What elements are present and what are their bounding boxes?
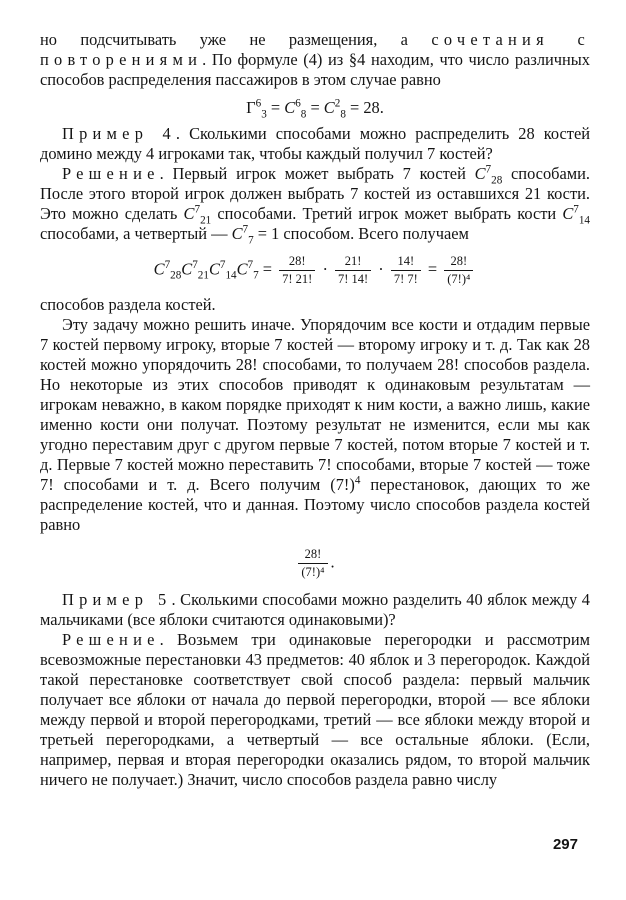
text-span: способами, а четвертый — xyxy=(40,224,232,243)
denominator: 7! 7! xyxy=(391,270,421,287)
fraction xyxy=(279,254,315,287)
numerator: 28! xyxy=(450,254,468,268)
text-span: . Сколькими способами можно разделить 40 яблок между 4 мальчиками (все яблоки считаются одинаковыми)? xyxy=(40,590,590,629)
symbol-c: C xyxy=(208,259,220,279)
text-span: но подсчитывать уже не размещения, а xyxy=(40,30,432,49)
text-span: . Первый игрок может выбрать 7 костей xyxy=(159,164,475,183)
example-label: Пример 4 xyxy=(62,124,176,143)
times-dot: · xyxy=(318,259,332,279)
sub: 3 xyxy=(261,108,267,121)
equals: = xyxy=(345,98,364,117)
sub: 14 xyxy=(225,269,237,282)
sup: 7 xyxy=(247,258,254,271)
sup: 4 xyxy=(354,474,361,487)
symbol-c: C xyxy=(284,98,296,117)
symbol-c: C xyxy=(181,259,193,279)
solution-label: Решение xyxy=(62,630,160,649)
page-number: 297 xyxy=(552,836,578,853)
text-span: = 1 xyxy=(253,224,280,243)
fraction xyxy=(298,547,327,580)
sub: 14 xyxy=(578,214,590,227)
denominator: (7!)⁴ xyxy=(298,563,327,580)
paragraph-example-5 xyxy=(40,590,590,630)
symbol-gamma: Γ xyxy=(246,98,256,117)
paragraph-alternative-solution xyxy=(40,315,590,535)
emphasis-spaced: сочетания с повторениями xyxy=(40,30,591,69)
text-span: . Возьмем три одинаковые перегородки и рассмотрим всевозможные перестановки 43 предметов: 40 яблок и 3 перегородок. Каждой такой перестановке соответствует свой способ раздела: первый мальчик получает все яблоки от начала до первой перегородки, второй — все яблоки между первой и второй перегородками, третий — все яблоки между второй и третьей перегородками, а четвертый — все остальные яблоки. (Если, например, первая и вторая перегородки оказались рядом, то второй мальчик ничего не получает.) Значит, число способов раздела равно числу xyxy=(40,630,590,789)
sub: 28 xyxy=(491,174,503,187)
sup: 7 xyxy=(242,223,249,236)
paragraph-after-formula: способов раздела костей. xyxy=(40,295,216,314)
sup: 6 xyxy=(255,97,262,110)
numerator: 28! xyxy=(288,254,306,268)
numerator: 14! xyxy=(397,254,415,268)
sup: 7 xyxy=(219,258,226,271)
numerator: 21! xyxy=(344,254,362,268)
text-span: . По формуле (4) из §4 находим, что число различных способов распределения пассажиров в этом случае равно xyxy=(40,50,590,89)
paragraph-solution-4 xyxy=(40,163,590,247)
sup: 6 xyxy=(295,97,301,110)
sup: 7 xyxy=(192,258,198,271)
text-span: Эту задачу можно решить иначе. Упорядочим все кости и отдадим первые 7 костей первому игроку, вторые 7 костей — второму игроку и т. д. Так как 28 костей можно упорядочить 28! способами, то получаем 28! способов раздела. Но некоторые из этих способов приводят к одинаковым результатам — игрокам неважно, в каком порядке приходят к ним кости, а важно лишь, какие именно кости они получат. Поэтому результат не изменится, если мы как угодно переставим друг с другом первые 7 костей, потом вторые 7 костей и т. д. Первые 7 костей можно переставить 7! способами, вторые 7 костей — тоже 7! способами и т. д. Всего получим (7!) xyxy=(40,315,590,494)
symbol-c: C xyxy=(231,224,243,243)
paragraph-example-4 xyxy=(40,124,590,164)
text-span: перестановок, дающих то же распределение костей, что и данная. Поэтому число способов раздела костей равно xyxy=(40,475,590,534)
fraction xyxy=(335,254,371,287)
paragraph-solution-5 xyxy=(40,630,590,790)
equals: = xyxy=(266,98,285,117)
sup: 7 xyxy=(485,163,492,176)
denominator: 7! 21! xyxy=(279,270,315,287)
formula-domino-result xyxy=(40,547,590,580)
symbol-c: C xyxy=(474,164,486,183)
sup: 7 xyxy=(194,203,201,216)
sub: 8 xyxy=(340,108,346,121)
paragraph-intro xyxy=(40,30,590,90)
example-label: Пример 5 xyxy=(62,590,172,609)
denominator: (7!)⁴ xyxy=(444,270,473,287)
text-span: способом. Всего получаем xyxy=(279,224,469,243)
sup: 2 xyxy=(334,97,341,110)
result: 28. xyxy=(363,98,384,117)
numerator: 28! xyxy=(304,547,322,561)
denominator: 7! 14! xyxy=(335,270,371,287)
period: . xyxy=(330,552,335,572)
symbol-c: C xyxy=(153,259,165,279)
page-text xyxy=(40,30,590,790)
text-span: . Сколькими способами можно распределить 28 костей домино между 4 игроками так, чтобы каждый получил 7 костей? xyxy=(40,124,590,163)
sup: 7 xyxy=(573,203,579,216)
sub: 21 xyxy=(200,214,212,227)
fraction xyxy=(391,254,421,287)
sup: 7 xyxy=(164,258,171,271)
sub: 21 xyxy=(197,269,209,282)
formula-domino-product xyxy=(40,254,590,287)
text-span: способами. Третий игрок может выбрать кости xyxy=(211,204,563,223)
sub: 7 xyxy=(253,269,259,282)
sub: 8 xyxy=(300,108,307,121)
equals: = xyxy=(258,259,277,279)
symbol-c: C xyxy=(562,204,574,223)
formula-combinations-repetition xyxy=(40,97,590,121)
equals: = xyxy=(306,98,324,117)
times-dot: · xyxy=(374,259,388,279)
sub: 28 xyxy=(170,269,182,282)
solution-label: Решение xyxy=(62,164,160,183)
symbol-c: C xyxy=(236,259,248,279)
equals: = xyxy=(423,259,442,279)
text-span: способами. После этого второй игрок должен выбрать 7 костей из оставшихся 21 кости. Это можно сделать xyxy=(40,164,590,223)
symbol-c: C xyxy=(183,204,195,223)
sub: 7 xyxy=(248,234,254,247)
fraction xyxy=(444,254,473,287)
symbol-c: C xyxy=(323,98,335,117)
